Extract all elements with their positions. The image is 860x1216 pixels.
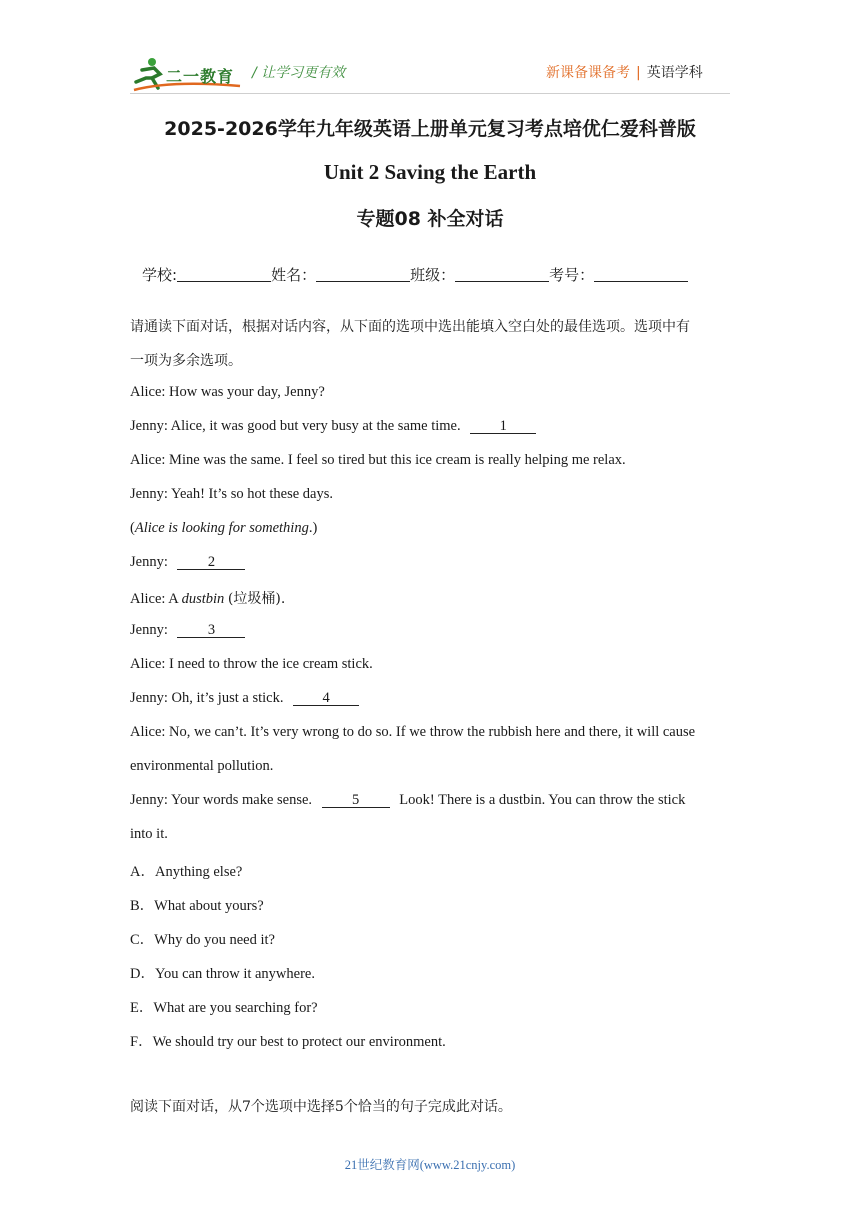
dialogue-line: environmental pollution. [130, 758, 274, 774]
header-separator: | [636, 65, 641, 81]
answer-blank-2[interactable]: 2 [177, 555, 245, 570]
exam-number-blank[interactable] [594, 267, 688, 282]
class-label: 班级： [410, 266, 456, 284]
school-blank[interactable] [177, 267, 271, 282]
header-divider [130, 93, 730, 94]
option-a: A．Anything else? [130, 864, 243, 880]
header-subject: 英语学科 [646, 65, 703, 81]
header-course-label: 新课备课备考 [546, 65, 630, 81]
answer-blank-5[interactable]: 5 [322, 793, 390, 808]
doc-unit-title: Unit 2 Saving the Earth [323, 160, 537, 184]
class-blank[interactable] [455, 267, 549, 282]
dialogue-line: Alice: How was your day, Jenny? [130, 384, 325, 400]
dialogue-line: Jenny: Alice, it was good but very busy at the same time. 1 [130, 418, 536, 435]
dialogue-line: Jenny: Yeah! It’s so hot these days. [130, 486, 333, 502]
logo-text: 二一教育 [166, 67, 235, 86]
dialogue-line: into it. [130, 826, 168, 842]
dialogue-line: Alice: A dustbin (垃圾桶). [130, 591, 286, 607]
doc-title: 2025-2026学年九年级英语上册单元复习考点培优仁爱科普版 [164, 118, 696, 140]
header-right [546, 62, 703, 82]
stage-direction: (Alice is looking for something.) [130, 520, 318, 536]
header-slogan: / 让学习更有效 [252, 65, 346, 81]
dialogue-line: Jenny: Oh, it’s just a stick. 4 [130, 690, 359, 707]
school-label: 学校: [142, 266, 178, 284]
section1-instruction: 请通读下面对话，根据对话内容，从下面的选项中选出能填入空白处的最佳选项。选项中有 [130, 319, 690, 335]
exam-number-label: 考号： [549, 266, 595, 284]
option-c: C．Why do you need it? [130, 932, 275, 948]
answer-blank-3[interactable]: 3 [177, 623, 245, 638]
option-f: F．We should try our best to protect our environment. [130, 1034, 446, 1050]
page-footer: 21世纪教育网(www.21cnjy.com) [344, 1158, 516, 1172]
student-info-line [142, 264, 688, 285]
name-label: 姓名： [271, 266, 317, 284]
answer-blank-4[interactable]: 4 [293, 691, 359, 706]
section2-instruction: 阅读下面对话，从7个选项中选择5个恰当的句子完成此对话。 [130, 1099, 512, 1115]
option-e: E．What are you searching for? [130, 1000, 318, 1016]
option-d: D．You can throw it anywhere. [130, 966, 315, 982]
dialogue-line: Jenny: Your words make sense. 5 Look! There is a dustbin. You can throw the stick [130, 792, 686, 808]
dialogue-line: Alice: I need to throw the ice cream stick. [130, 656, 373, 672]
section1-instruction-cont: 一项为多余选项。 [130, 353, 242, 369]
dialogue-line: Jenny: 2 [130, 554, 245, 571]
doc-topic-title: 专题08 补全对话 [356, 208, 504, 230]
dialogue-line: Alice: No, we can’t. It’s very wrong to do so. If we throw the rubbish here and there, it will cause [130, 724, 696, 740]
page-header [0, 0, 860, 100]
option-b: B．What about yours? [130, 898, 264, 914]
answer-blank-1[interactable]: 1 [470, 419, 536, 434]
dialogue-line: Alice: Mine was the same. I feel so tired but this ice cream is really helping me relax. [130, 452, 626, 468]
name-blank[interactable] [316, 267, 410, 282]
dialogue-line: Jenny: 3 [130, 622, 245, 639]
